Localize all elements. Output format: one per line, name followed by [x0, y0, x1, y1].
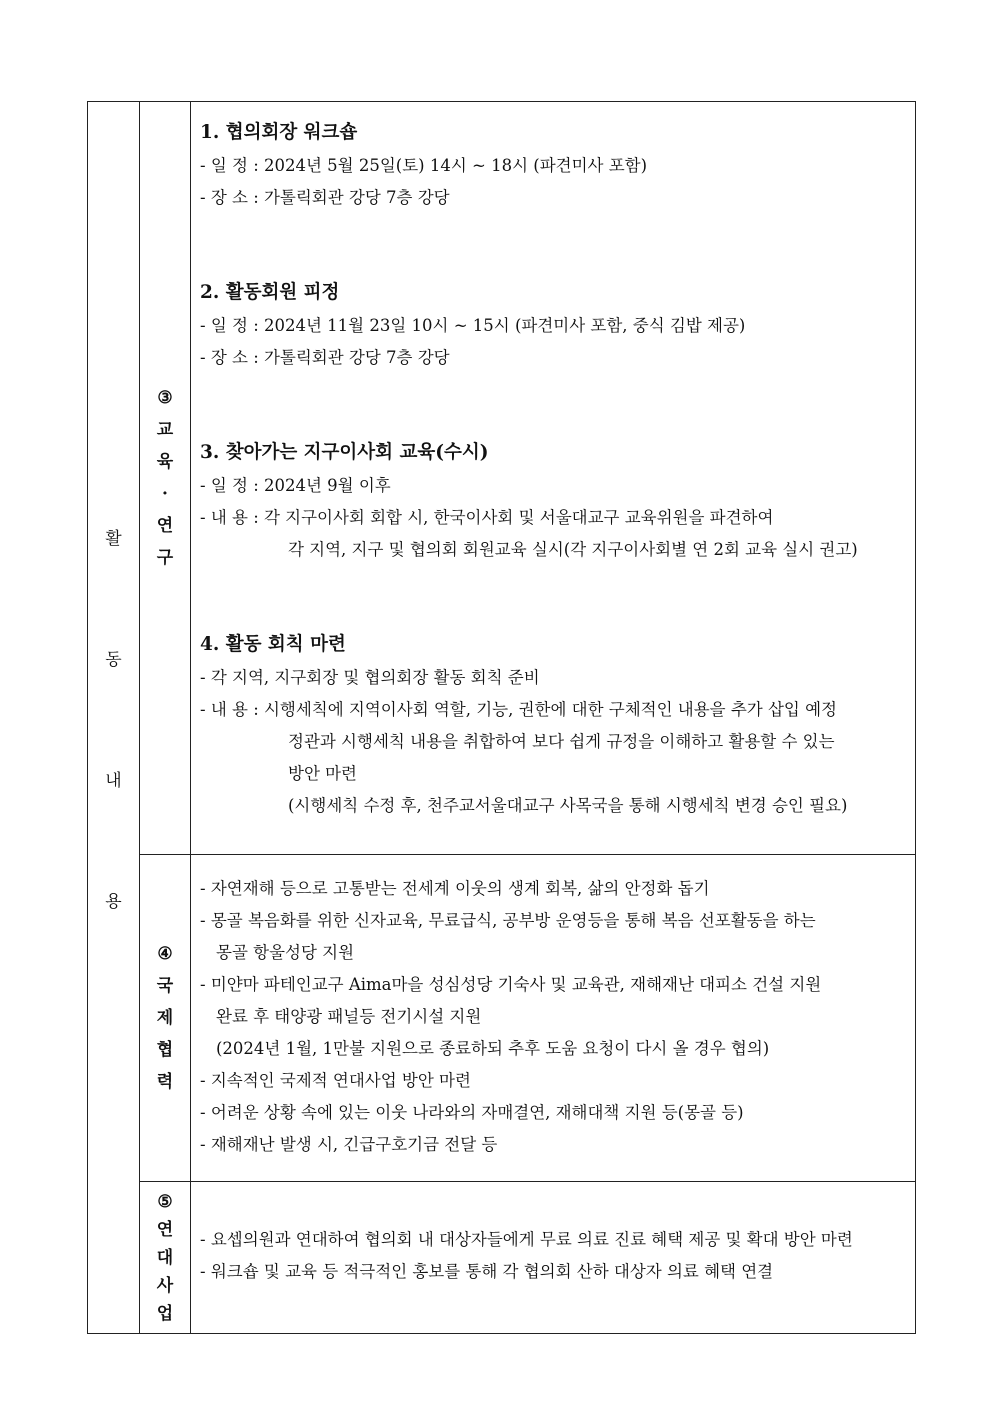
content-line: - 내 용 : 각 지구이사회 회합 시, 한국이사회 및 서울대교구 교육위원을 파견하여	[200, 508, 774, 527]
item-line: - 미얀마 파테인교구 Aima마을 성심성당 기숙사 및 교육관, 재해재난 대피소 건설 지원	[200, 975, 822, 994]
international-cooperation-content	[191, 855, 916, 1182]
section-member-retreat	[200, 276, 905, 374]
label-char: ④	[157, 944, 173, 964]
label-char: 대	[156, 1247, 174, 1268]
item-continuation: (2024년 1월, 1만불 지원으로 종료하되 추후 도움 요청이 다시 올 경우 협의)	[216, 1039, 770, 1058]
item-line: - 요셉의원과 연대하여 협의회 내 대상자들에게 무료 의료 진료 혜택 제공 및 확대 방안 마련	[200, 1230, 853, 1249]
section-title: 2. 활동회원 피정	[200, 282, 340, 303]
label-char: 연	[156, 516, 174, 536]
row-education	[88, 102, 916, 855]
label-char: 육	[156, 452, 174, 472]
label-char: 력	[156, 1072, 174, 1092]
label-char: 사	[156, 1275, 174, 1296]
schedule-line: - 일 정 : 2024년 5월 25일(토) 14시 ~ 18시 (파견미사 포함)	[200, 156, 648, 175]
education-research-content	[191, 102, 916, 855]
section-activity-rules	[200, 628, 905, 822]
label-international-cooperation	[140, 855, 191, 1182]
label-solidarity-project	[140, 1182, 191, 1334]
section-title: 1. 협의회장 워크숍	[200, 122, 358, 143]
outer-label-char: 동	[105, 649, 122, 670]
item-line: - 몽골 복음화를 위한 신자교육, 무료급식, 공부방 운영등을 통해 복음 선포활동을 하는	[200, 911, 816, 930]
label-char: ⑤	[157, 1191, 173, 1212]
row-international	[88, 855, 916, 1182]
label-char: 제	[156, 1008, 174, 1028]
item-line: - 어려운 상황 속에 있는 이웃 나라와의 자매결연, 재해대책 지원 등(몽골 등)	[200, 1103, 744, 1122]
outer-label-char: 용	[105, 891, 122, 912]
schedule-line: - 일 정 : 2024년 11월 23일 10시 ~ 15시 (파견미사 포함, 중식 김밥 제공)	[200, 316, 746, 335]
location-line: - 장 소 : 가톨릭회관 강당 7층 강당	[200, 348, 450, 367]
item-line: - 각 지역, 지구회장 및 협의회장 활동 회칙 준비	[200, 668, 540, 687]
label-char: ③	[157, 388, 173, 408]
item-line: - 자연재해 등으로 고통받는 전세계 이웃의 생계 회복, 삶의 안정화 돕기	[200, 879, 710, 898]
section-title: 4. 활동 회칙 마련	[200, 634, 346, 655]
content-continuation: (시행세칙 수정 후, 천주교서울대교구 사목국을 통해 시행세칙 변경 승인 필요)	[288, 796, 848, 815]
item-line: - 워크숍 및 교육 등 적극적인 홍보를 통해 각 협의회 산하 대상자 의료 혜택 연결	[200, 1262, 774, 1281]
section-title: 3. 찾아가는 지구이사회 교육(수시)	[200, 442, 489, 463]
label-char: 연	[156, 1219, 174, 1240]
label-education-research	[140, 102, 191, 855]
location-line: - 장 소 : 가톨릭회관 강당 7층 강당	[200, 188, 450, 207]
label-char: 교	[156, 420, 174, 440]
content-continuation: 방안 마련	[288, 764, 358, 783]
label-char: 국	[156, 976, 174, 996]
item-continuation: 완료 후 태양광 패널등 전기시설 지원	[216, 1007, 482, 1026]
item-line: - 지속적인 국제적 연대사업 방안 마련	[200, 1071, 471, 1090]
label-char: ·	[162, 484, 168, 504]
label-char: 구	[156, 548, 174, 568]
solidarity-project-content	[191, 1182, 916, 1334]
section-district-education	[200, 436, 905, 566]
content-continuation: 정관과 시행세칙 내용을 취합하여 보다 쉽게 규정을 이해하고 활용할 수 있는	[288, 732, 835, 751]
section-leader-workshop	[200, 116, 905, 214]
outer-label-activity-content	[88, 102, 140, 1334]
outer-label-char: 활	[105, 528, 122, 549]
label-char: 업	[156, 1303, 174, 1324]
activity-content-table	[87, 101, 916, 1334]
item-continuation: 몽골 항울성당 지원	[216, 943, 355, 962]
label-char: 협	[156, 1040, 174, 1060]
item-line: - 재해재난 발생 시, 긴급구호기금 전달 등	[200, 1135, 498, 1154]
row-solidarity	[88, 1182, 916, 1334]
content-line: - 내 용 : 시행세칙에 지역이사회 역할, 기능, 권한에 대한 구체적인 내용을 추가 삽입 예정	[200, 700, 837, 719]
outer-label-char: 내	[105, 770, 122, 791]
content-continuation: 각 지역, 지구 및 협의회 회원교육 실시(각 지구이사회별 연 2회 교육 실시 권고)	[288, 540, 858, 559]
schedule-line: - 일 정 : 2024년 9월 이후	[200, 476, 391, 495]
